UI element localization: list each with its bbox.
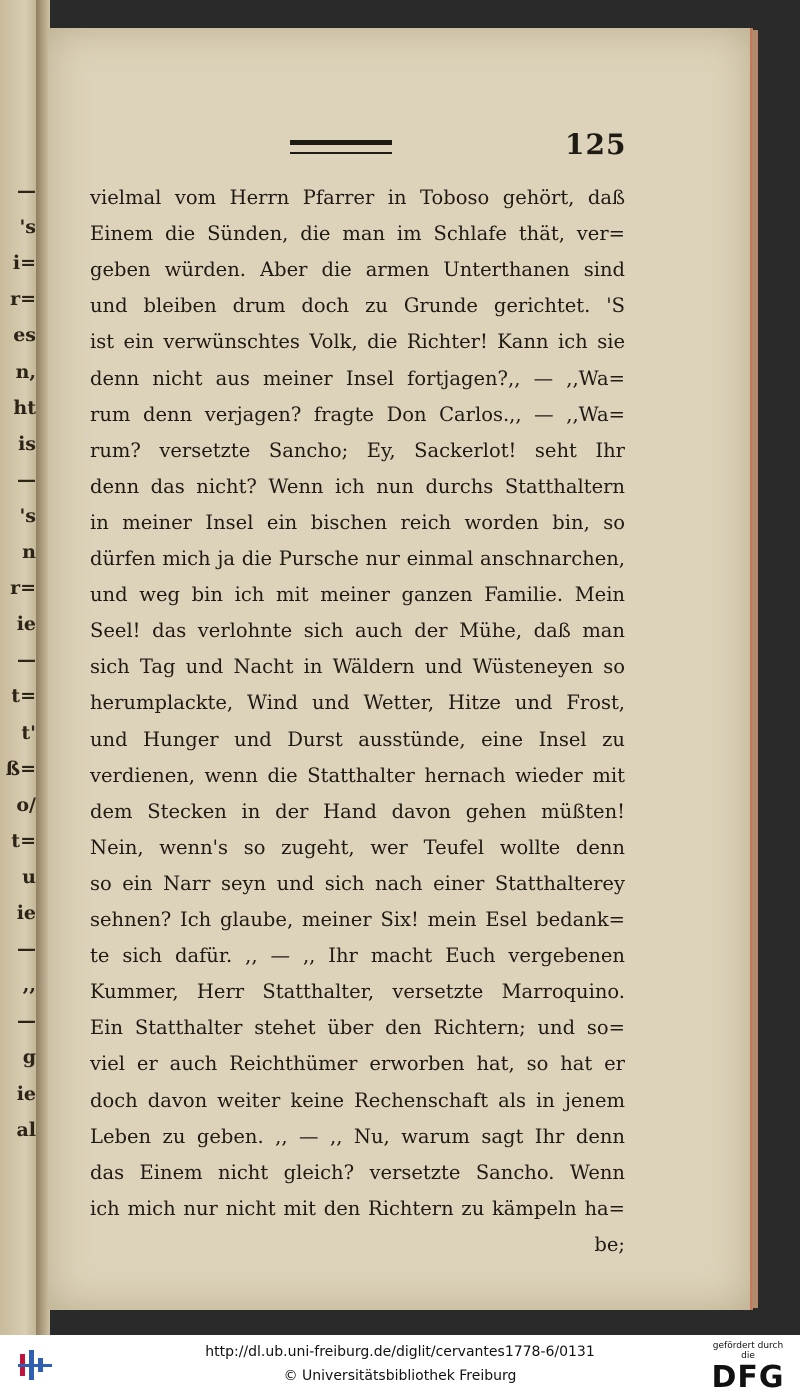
text-line: verdienen, wenn die Statthalter hernach wieder mit: [90, 763, 625, 787]
facing-page-fragment: u: [22, 865, 36, 888]
facing-page-fragment: r=: [10, 288, 36, 311]
header-rule: [290, 140, 392, 154]
text-line: vielmal vom Herrn Pfarrer in Toboso gehört, daß: [90, 186, 625, 209]
text-line: und Hunger und Durst ausstünde, eine Insel zu: [90, 727, 625, 751]
facing-page-fragment: —: [17, 468, 36, 491]
text-line: und weg bin ich mit meiner ganzen Familie. Mein: [90, 583, 625, 607]
facing-page-fragment: r=: [10, 577, 36, 600]
text-line: dürfen mich ja die Pursche nur einmal anschnarchen,: [90, 547, 625, 570]
facing-page-fragment: 's: [19, 216, 36, 239]
page-edge-stack: [752, 30, 758, 1308]
facing-page-fragment: t': [21, 721, 36, 744]
text-line: Kummer, Herr Statthalter, versetzte Marroquino.: [90, 980, 625, 1004]
text-line: rum denn verjagen? fragte Don Carlos.,, — ,,Wa=: [90, 402, 625, 426]
facing-page-fragment: —: [17, 1010, 36, 1033]
facing-page-fragment: es: [13, 324, 36, 347]
facing-page-fragment: 's: [19, 504, 36, 527]
facing-page-fragment: o/: [16, 793, 36, 816]
text-line: be;: [594, 1232, 625, 1256]
facing-page-fragment: i=: [12, 252, 36, 275]
facing-page-fragment: ie: [16, 1082, 36, 1105]
text-line: herumplackte, Wind und Wetter, Hitze und Frost,: [90, 691, 625, 715]
text-line: ist ein verwünschtes Volk, die Richter! Kann ich sie: [90, 330, 625, 354]
text-line: Einem die Sünden, die man im Schlafe thät, ver=: [90, 222, 625, 246]
facing-page-fragment: ht: [13, 396, 36, 419]
text-line: doch davon weiter keine Rechenschaft als in jenem: [90, 1088, 625, 1112]
text-line: geben würden. Aber die armen Unterthanen sind: [90, 258, 625, 282]
source-url-link[interactable]: http://dl.ub.uni-freiburg.de/diglit/cervantes1778-6/0131: [205, 1344, 595, 1360]
text-line: denn das nicht? Wenn ich nun durchs Statthaltern: [90, 474, 625, 498]
facing-page-fragment: ,,: [22, 974, 36, 997]
text-line: das Einem nicht gleich? versetzte Sancho. Wenn: [90, 1160, 625, 1184]
page-number: 125: [565, 128, 627, 161]
text-line: Seel! das verlohnte sich auch der Mühe, daß man: [90, 619, 625, 643]
text-line: und bleiben drum doch zu Grunde gerichtet. 'S: [90, 294, 625, 318]
facing-page-fragment: ie: [16, 613, 36, 636]
facing-page-fragment: —: [17, 938, 36, 961]
text-line: denn nicht aus meiner Insel fortjagen?,, — ,,Wa=: [90, 366, 625, 390]
facing-page-fragment: t=: [11, 685, 36, 708]
facing-page-fragment: —: [17, 180, 36, 202]
viewer-footer: [0, 1335, 800, 1395]
text-line: ich mich nur nicht mit den Richtern zu kämpeln ha=: [90, 1196, 625, 1220]
facing-page-fragment: al: [16, 1118, 36, 1141]
dfg-logo: DFG: [711, 1360, 785, 1395]
dfg-caption: gefördert durch die: [712, 1341, 784, 1361]
text-line: Leben zu geben. ,, — ,, Nu, warum sagt Ihr denn: [90, 1124, 625, 1148]
dfg-funding-badge: [706, 1341, 790, 1395]
facing-page-fragment: is: [18, 432, 36, 455]
text-line: Nein, wenn's so zugeht, wer Teufel wollte denn: [90, 835, 625, 859]
text-line: rum? versetzte Sancho; Ey, Sackerlot! seht Ihr: [90, 438, 625, 462]
facing-page-fragment: n: [22, 541, 36, 563]
facing-page-fragment: n,: [15, 360, 36, 383]
text-line: sich Tag und Nacht in Wäldern und Wüsteneyen so: [90, 655, 625, 679]
text-line: viel er auch Reichthümer erworben hat, so hat er: [90, 1052, 625, 1076]
facing-page-fragment: t=: [11, 829, 36, 852]
facing-page-fragment: ie: [16, 902, 36, 924]
facing-page-fragment: g: [22, 1046, 36, 1069]
text-line: Ein Statthalter stehet über den Richtern; und so=: [90, 1016, 625, 1040]
text-line: sehnen? Ich glaube, meiner Six! mein Esel bedank=: [90, 908, 625, 931]
text-line: in meiner Insel ein bischen reich worden bin, so: [90, 510, 625, 534]
text-line: te sich dafür. ,, — ,, Ihr macht Euch vergebenen: [90, 944, 625, 968]
text-line: so ein Narr seyn und sich nach einer Statthalterey: [90, 871, 625, 895]
facing-page-fragment: —: [17, 649, 36, 672]
facing-page-fragment: ß=: [5, 757, 36, 780]
text-line: dem Stecken in der Hand davon gehen müßten!: [90, 799, 625, 823]
copyright-notice: © Universitätsbibliothek Freiburg: [283, 1368, 517, 1384]
